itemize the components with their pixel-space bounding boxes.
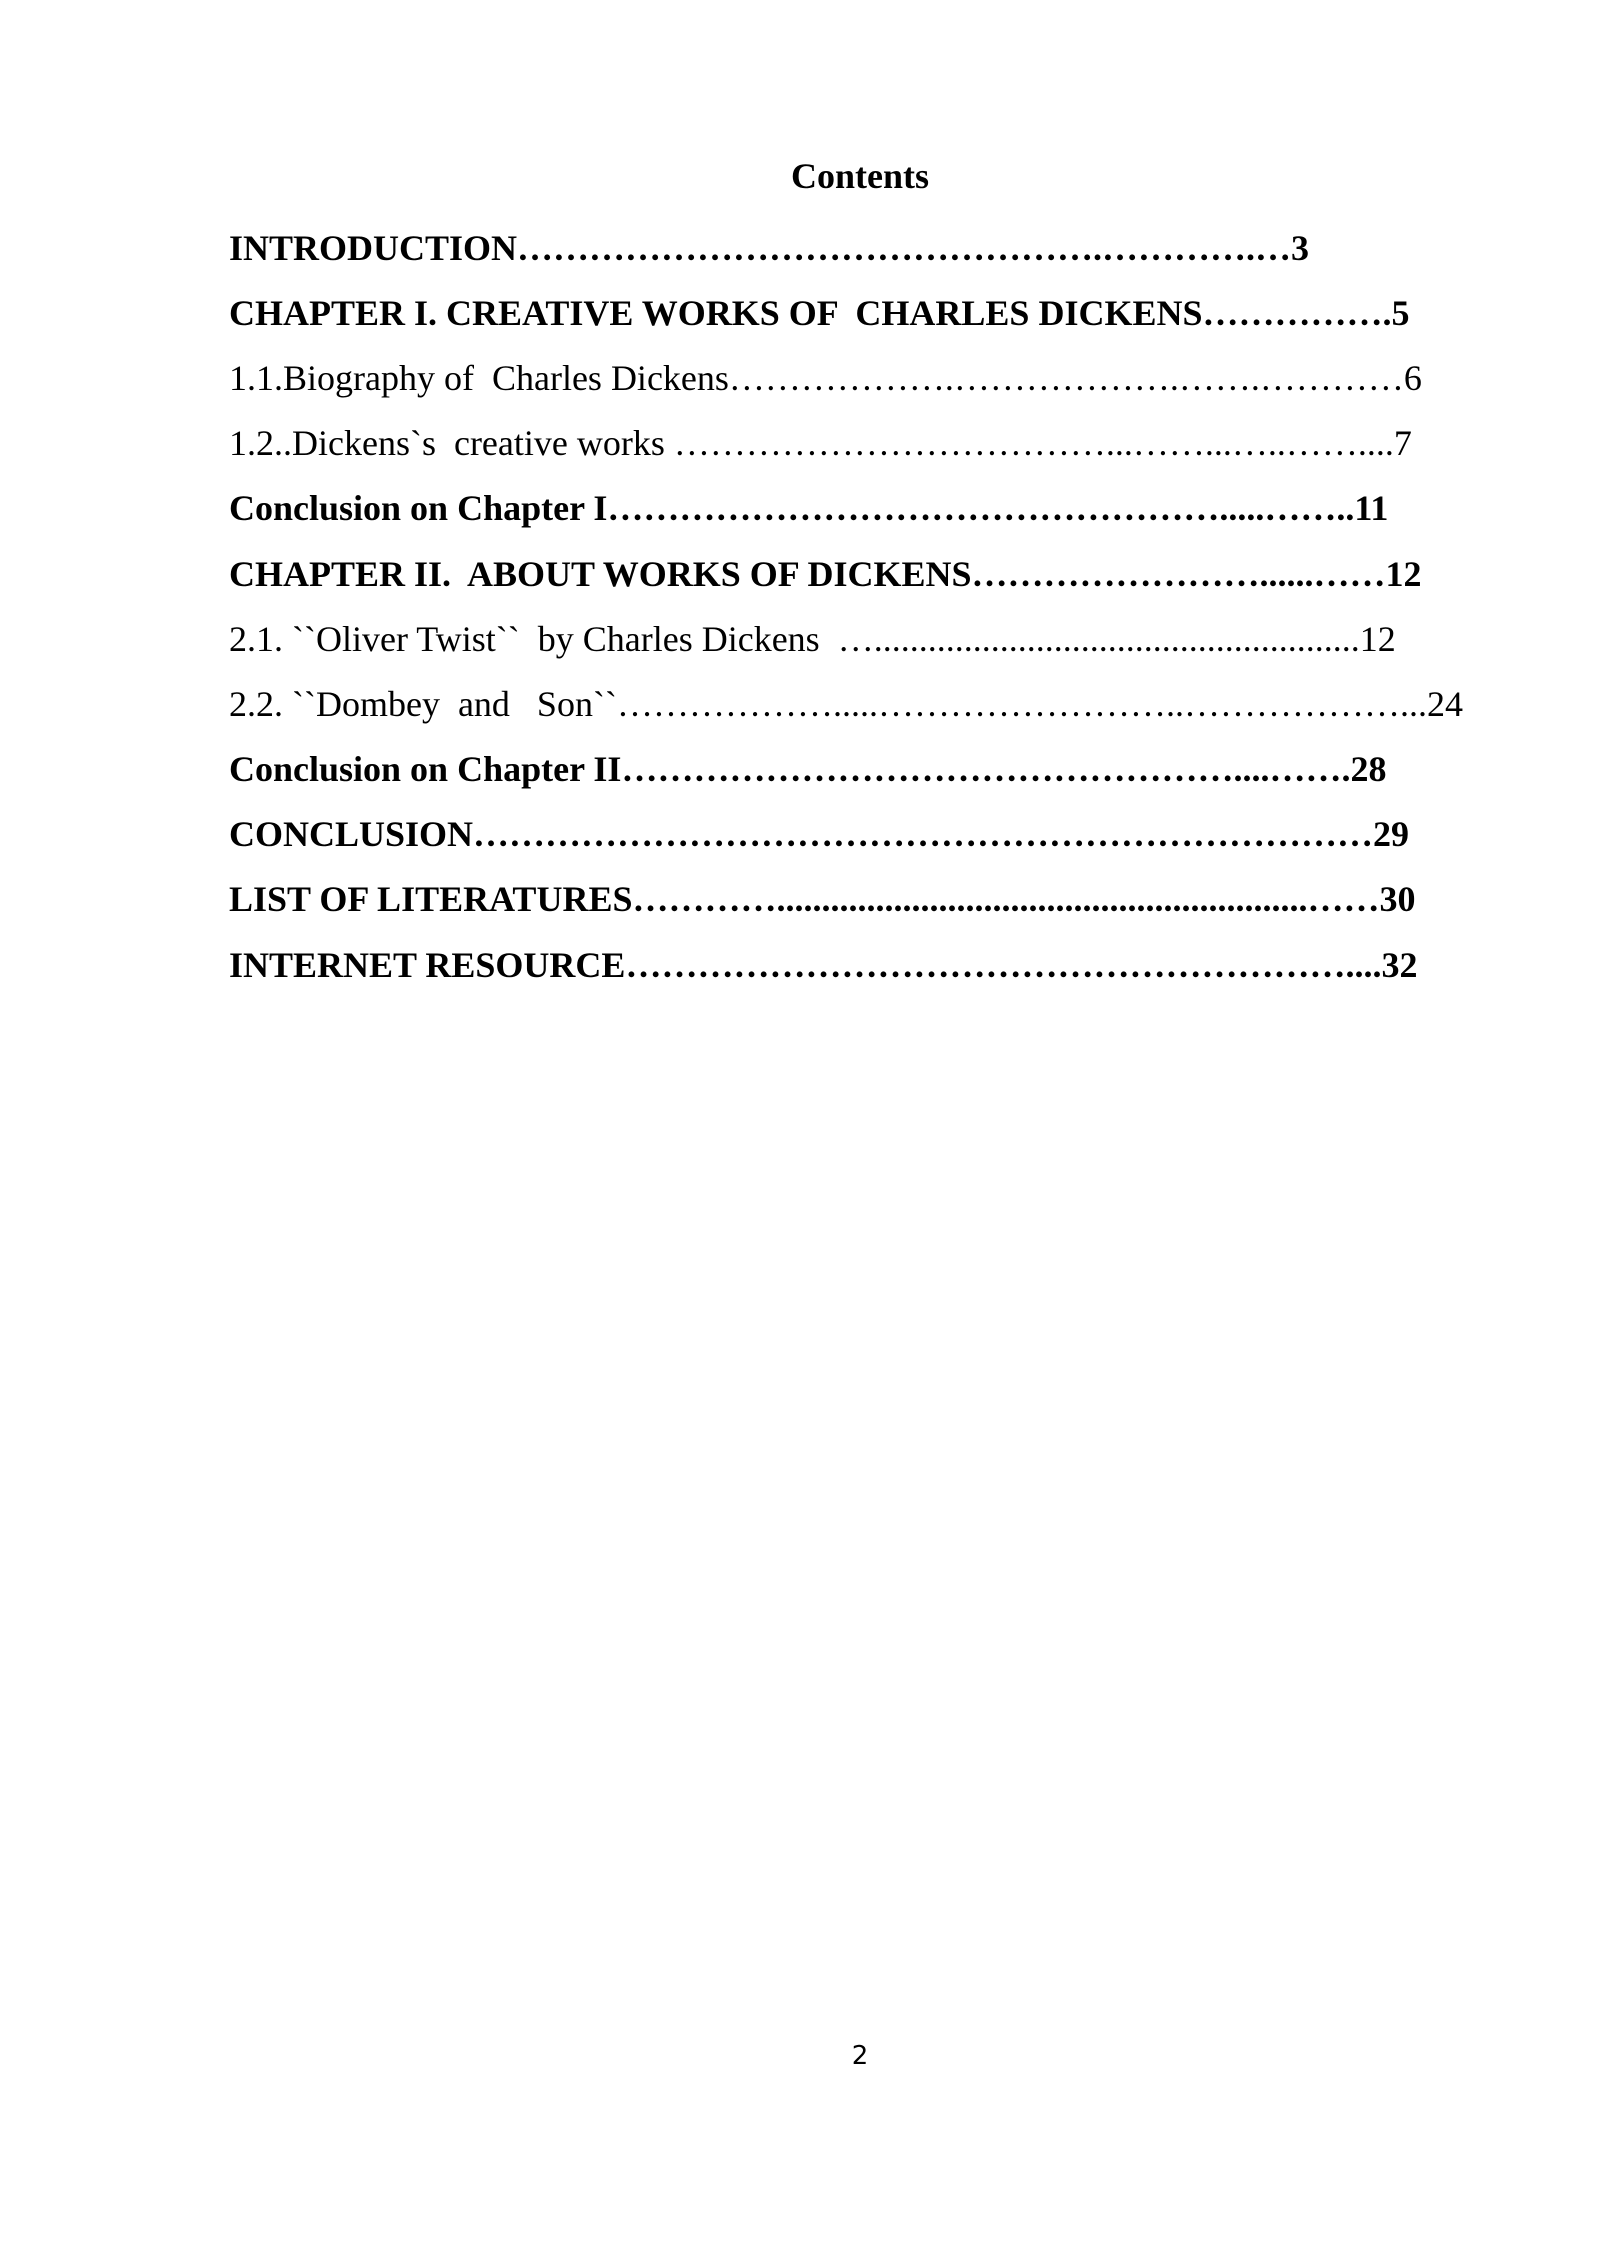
toc-entry-title: INTERNET RESOURCE (229, 944, 626, 985)
toc-entry-section-1-2 (229, 411, 1519, 476)
toc-entry-page: 12 (1359, 618, 1396, 659)
page-title: Contents (790, 156, 929, 196)
toc-entry-page: 30 (1379, 879, 1416, 920)
toc-entry-conclusion-chapter-2 (229, 737, 1519, 802)
toc-entry-page: 28 (1350, 749, 1387, 790)
toc-entry-leader: ……………. (1202, 292, 1392, 333)
toc-entry-internet-resource (229, 932, 1519, 997)
toc-entry-leader: ……………………......…… (971, 553, 1386, 594)
toc-entry-leader: ………………………………...……...…..…….... (673, 423, 1394, 464)
toc-entry-conclusion-chapter-1 (229, 476, 1519, 541)
toc-entry-page: 29 (1373, 814, 1410, 855)
toc-entry-title: CONCLUSION (229, 814, 474, 855)
toc-entry-leader: ………………………………………….………….… (517, 227, 1292, 268)
toc-entry-chapter-1 (229, 280, 1519, 345)
toc-entry-title: CHAPTER II. ABOUT WORKS OF DICKENS (229, 553, 972, 594)
toc-entry-title: CHAPTER I. CREATIVE WORKS OF CHARLES DICKENS (229, 292, 1203, 333)
toc-entry-conclusion (229, 802, 1519, 867)
toc-entry-title: LIST OF LITERATURES (229, 879, 633, 920)
toc-entry-title: Conclusion on Chapter II (229, 749, 622, 790)
toc-entry-page: 11 (1354, 488, 1389, 529)
toc-entry-leader: ……………….....……………………..………………... (616, 683, 1427, 724)
toc-entry-section-2-1 (229, 606, 1519, 671)
toc-entry-leader: …...................................................... (837, 618, 1360, 659)
toc-entry-page: 5 (1391, 292, 1410, 333)
toc-entry-page: 12 (1385, 553, 1422, 594)
page-number: 2 (851, 2041, 869, 2071)
toc-entry-page: 6 (1403, 357, 1422, 398)
toc-entry-page: 3 (1291, 227, 1310, 268)
toc-entry-list-of-literatures (229, 867, 1519, 932)
toc-entry-chapter-2 (229, 541, 1519, 606)
toc-entry-page: 24 (1426, 683, 1463, 724)
toc-entry-title: 1.1.Biography of Charles Dickens (229, 357, 729, 398)
toc-entry-page: 7 (1393, 423, 1412, 464)
toc-entry-title: 2.2. ``Dombey and Son`` (229, 683, 617, 724)
toc-entry-leader: …………...........................................................…… (632, 879, 1380, 920)
toc-entry-title: 1.2..Dickens`s creative works (229, 423, 674, 464)
toc-entry-title: 2.1. ``Oliver Twist`` by Charles Dickens (229, 618, 838, 659)
toc-entry-leader: ………………………………………………………………… (473, 814, 1374, 855)
toc-entry-introduction (229, 215, 1519, 280)
toc-entry-leader: ……………….……………….…….………… (728, 357, 1404, 398)
toc-entry-title: INTRODUCTION (229, 227, 518, 268)
toc-entry-leader: ……………………………………………....……. (621, 749, 1351, 790)
toc-entry-section-1-1 (229, 345, 1519, 410)
table-of-contents (229, 215, 1519, 997)
toc-entry-leader: …………………………………………….....…….. (607, 488, 1355, 529)
toc-entry-page: 32 (1381, 944, 1418, 985)
toc-entry-section-2-2 (229, 671, 1519, 736)
toc-entry-leader: …………………………………………………….... (625, 944, 1382, 985)
toc-entry-title: Conclusion on Chapter I (229, 488, 608, 529)
